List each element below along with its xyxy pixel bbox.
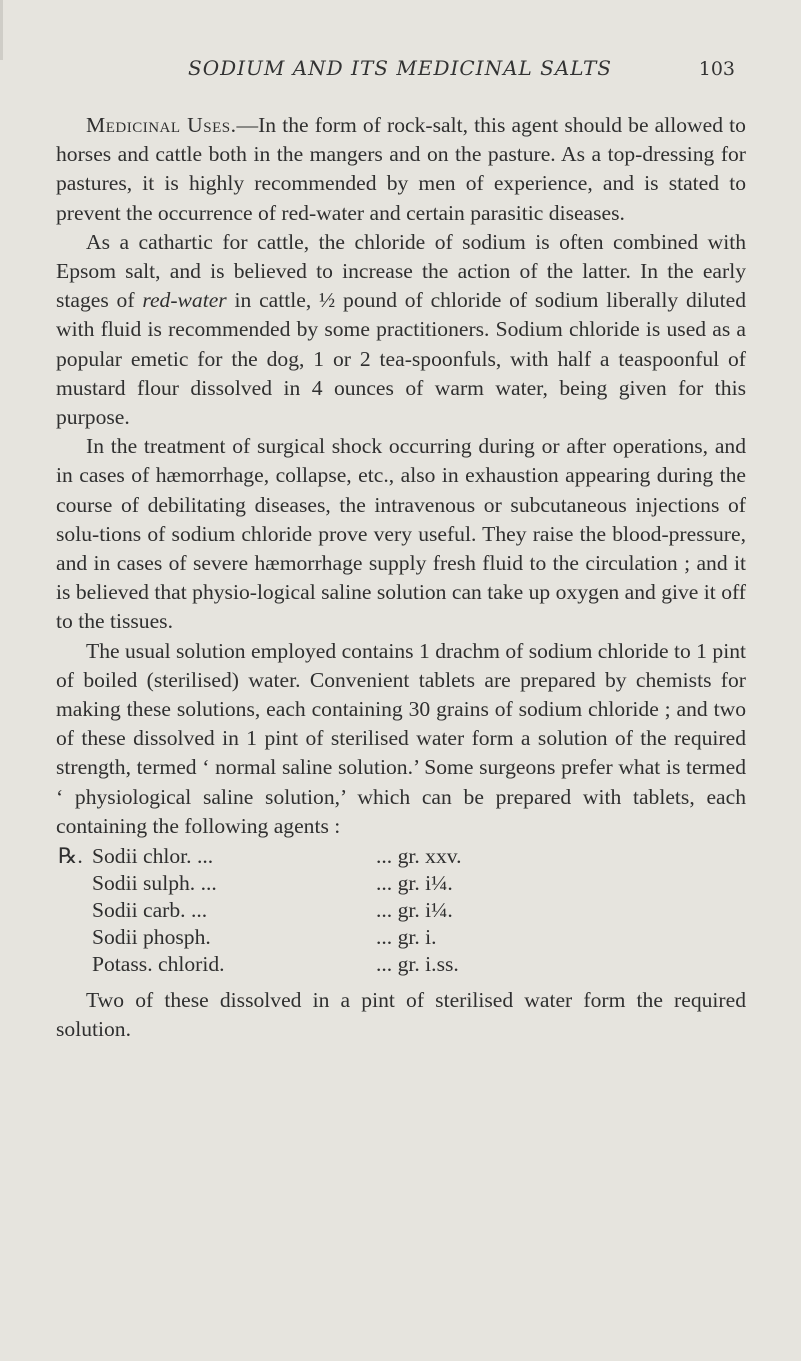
prescription-row — [56, 843, 746, 870]
paragraph-surgical-shock: In the treatment of surgical shock occurring during or after operations, and in cases of hæmorrhage, collapse, etc., also in exhaustion appearing during the course of debilitating diseases, the intravenous or subcutaneous injections of solu-tions of sodium chloride prove very useful. They raise the blood-pressure, and in cases of severe hæmorrhage supply fresh fluid to the circulation ; and it is believed that physio-logical saline solution can take up oxygen and give it off to the tissues. — [56, 434, 746, 634]
paragraph-text-a: As a cathartic for cattle, the chloride of sodium is often combined with Epsom salt, and is believed to increase the action of the latter. In the early stages of — [56, 229, 746, 313]
ingredient-dose: ... gr. i. — [376, 925, 437, 950]
ingredient-dose: ... gr. i¼. — [376, 871, 453, 896]
ingredient-name: Sodii chlor. ... — [92, 844, 214, 869]
recipe-symbol: ℞. — [58, 844, 83, 869]
paragraph-medicinal-uses — [56, 111, 746, 228]
ingredient-dose: ... gr. i¼. — [376, 898, 453, 923]
paragraph-closing: Two of these dissolved in a pint of sterilised water form the required solution. — [56, 988, 746, 1042]
ingredient-name: Potass. chlorid. — [92, 952, 225, 977]
ingredient-name: Sodii carb. ... — [92, 898, 208, 923]
page-number: 103 — [698, 58, 735, 80]
ingredient-name: Sodii phosph. — [92, 925, 211, 950]
prescription-row — [56, 951, 746, 978]
paragraph-text-b: in cattle, ½ pound of chloride of sodium liberally diluted with fluid is recommended by some practitioners. Sodium chloride is used as a popular emetic for the dog, 1 or 2 tea-spoonfuls, with half a teaspoonful of mustard flour dissolved in 4 ounces of warm water, being given for this purpose. — [56, 288, 746, 430]
paragraph-text: —In the form of rock-salt, this agent should be allowed to horses and cattle both in the mangers and on the pasture. As a top-dressing for pastures, it is highly recommended by men of experience, and is stated to prevent the occurrence of red-water and certain parasitic diseases. — [56, 113, 746, 225]
prescription-row — [56, 897, 746, 924]
prescription-list — [56, 843, 746, 978]
page-body — [56, 111, 746, 1044]
ingredient-dose: ... gr. xxv. — [376, 844, 462, 869]
paragraph-usual-solution: The usual solution employed contains 1 drachm of sodium chloride to 1 pint of boiled (sterilised) water. Convenient tablets are prepared by chemists for making these solutions, each containing 30 grains of sodium chloride ; and two of these dissolved in 1 pint of sterilised water form a solution of the required strength, termed ‘ normal saline solution.’ Some surgeons prefer what is termed ‘ physiological saline solution,’ which can be prepared with tablets, each containing the following agents : — [56, 638, 746, 838]
ingredient-dose: ... gr. i.ss. — [376, 952, 459, 977]
section-lead: Medicinal Uses. — [86, 113, 237, 137]
italic-term: red-water — [142, 288, 227, 313]
prescription-row — [56, 924, 746, 951]
page-edge-mark — [0, 0, 3, 60]
prescription-row — [56, 870, 746, 897]
paragraph-cathartic — [56, 228, 746, 432]
ingredient-name: Sodii sulph. ... — [92, 871, 217, 896]
running-title: SODIUM AND ITS MEDICINAL SALTS — [188, 56, 612, 80]
